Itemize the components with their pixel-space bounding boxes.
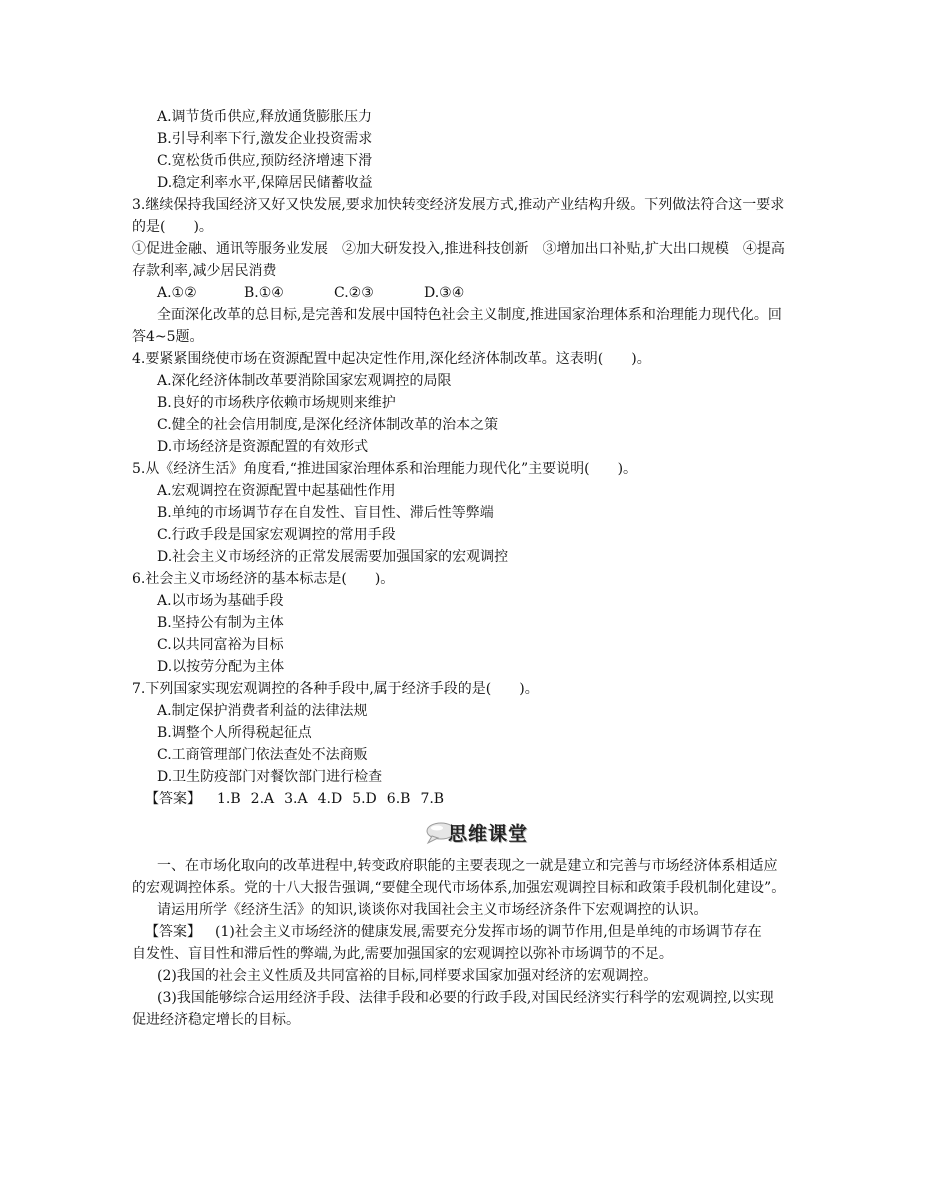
answer-item: 5.D <box>352 791 377 807</box>
q5-option-c: C.行政手段是国家宏观调控的常用手段 <box>157 527 396 543</box>
q3-option-b: B.①④ <box>244 285 284 301</box>
q3-items-line2: 存款利率,减少居民消费 <box>132 263 277 279</box>
q5-stem: 5.从《经济生活》角度看,“推进国家治理体系和治理能力现代化”主要说明( )。 <box>132 461 638 477</box>
thinking-answer-label: 【答案】 <box>145 924 201 940</box>
thinking-a3-line1: (3)我国能够综合运用经济手段、法律手段和必要的行政手段,对国民经济实行科学的宏观调控,以实现 <box>157 990 774 1006</box>
thinking-a2: (2)我国的社会主义性质及共同富裕的目标,同样要求国家加强对经济的宏观调控。 <box>157 968 658 984</box>
q7-option-d: D.卫生防疫部门对餐饮部门进行检查 <box>157 769 383 785</box>
q2-option-d: D.稳定利率水平,保障居民储蓄收益 <box>157 175 373 191</box>
q3-items-line1: ①促进金融、通讯等服务业发展 ②加大研发投入,推进科技创新 ③增加出口补贴,扩大出口规模 ④提高 <box>132 241 785 257</box>
q6-stem: 6.社会主义市场经济的基本标志是( )。 <box>132 571 395 587</box>
q2-option-c: C.宽松货币供应,预防经济增速下滑 <box>157 153 373 169</box>
q2-option-a: A.调节货币供应,释放通货膨胀压力 <box>157 109 373 125</box>
q4-option-b: B.良好的市场秩序依赖市场规则来维护 <box>157 395 396 411</box>
answer-item: 6.B <box>386 791 411 807</box>
section-title: 思维课堂 <box>448 823 529 845</box>
thinking-a3-line2: 促进经济稳定增长的目标。 <box>132 1012 300 1028</box>
material-line2: 答4~5题。 <box>132 329 204 345</box>
section-banner <box>424 815 534 849</box>
answer-item: 2.A <box>250 791 275 807</box>
q7-option-c: C.工商管理部门依法查处不法商贩 <box>157 747 368 763</box>
q5-option-b: B.单纯的市场调节存在自发性、盲目性、滞后性等弊端 <box>157 505 494 521</box>
q6-option-b: B.坚持公有制为主体 <box>157 615 284 631</box>
answer-key <box>145 789 454 809</box>
material-line1: 全面深化改革的总目标,是完善和发展中国特色社会主义制度,推进国家治理体系和治理能力现代化。回 <box>157 307 782 323</box>
q4-option-d: D.市场经济是资源配置的有效形式 <box>157 439 369 455</box>
thinking-answer-line1 <box>145 922 762 942</box>
q3-options <box>157 283 464 303</box>
answer-item: 4.D <box>317 791 343 807</box>
q7-option-b: B.调整个人所得税起征点 <box>157 725 312 741</box>
q3-option-a: A.①② <box>157 285 197 301</box>
q4-option-c: C.健全的社会信用制度,是深化经济体制改革的治本之策 <box>157 417 499 433</box>
thinking-p1-line2: 的宏观调控体系。党的十八大报告强调,“要健全现代市场体系,加强宏观调控目标和政策手段机制化建设”。 <box>132 880 786 896</box>
q3-stem-line1: 3.继续保持我国经济又好又快发展,要求加快转变经济发展方式,推动产业结构升级。下列做法符合这一要求 <box>132 197 785 213</box>
q4-stem: 4.要紧紧围绕使市场在资源配置中起决定性作用,深化经济体制改革。这表明( )。 <box>132 351 651 367</box>
q6-option-d: D.以按劳分配为主体 <box>157 659 285 675</box>
q5-option-d: D.社会主义市场经济的正常发展需要加强国家的宏观调控 <box>157 549 509 565</box>
q7-stem: 7.下列国家实现宏观调控的各种手段中,属于经济手段的是( )。 <box>132 681 539 697</box>
q5-option-a: A.宏观调控在资源配置中起基础性作用 <box>157 483 396 499</box>
q6-option-c: C.以共同富裕为目标 <box>157 637 284 653</box>
answer-label: 【答案】 <box>145 791 201 807</box>
q7-option-a: A.制定保护消费者利益的法律法规 <box>157 703 368 719</box>
q4-option-a: A.深化经济体制改革要消除国家宏观调控的局限 <box>157 373 452 389</box>
answer-item: 7.B <box>420 791 445 807</box>
q3-stem-line2: 的是( )。 <box>132 219 213 235</box>
answer-item: 1.B <box>217 791 241 807</box>
q2-option-b: B.引导利率下行,激发企业投资需求 <box>157 131 373 147</box>
thinking-p1-line1: 一、在市场化取向的改革进程中,转变政府职能的主要表现之一就是建立和完善与市场经济体系相适应 <box>157 858 778 874</box>
q3-option-c: C.②③ <box>334 285 374 301</box>
thinking-p2: 请运用所学《经济生活》的知识,谈谈你对我国社会主义市场经济条件下宏观调控的认识。 <box>157 902 708 918</box>
q3-option-d: D.③④ <box>424 285 465 301</box>
thinking-a1-line1: (1)社会主义市场经济的健康发展,需要充分发挥市场的调节作用,但是单纯的市场调节存在 <box>215 924 762 940</box>
answer-item: 3.A <box>284 791 308 807</box>
q6-option-a: A.以市场为基础手段 <box>157 593 284 609</box>
thinking-a1-line2: 自发性、盲目性和滞后性的弊端,为此,需要加强国家的宏观调控以弥补市场调节的不足。 <box>132 946 673 962</box>
